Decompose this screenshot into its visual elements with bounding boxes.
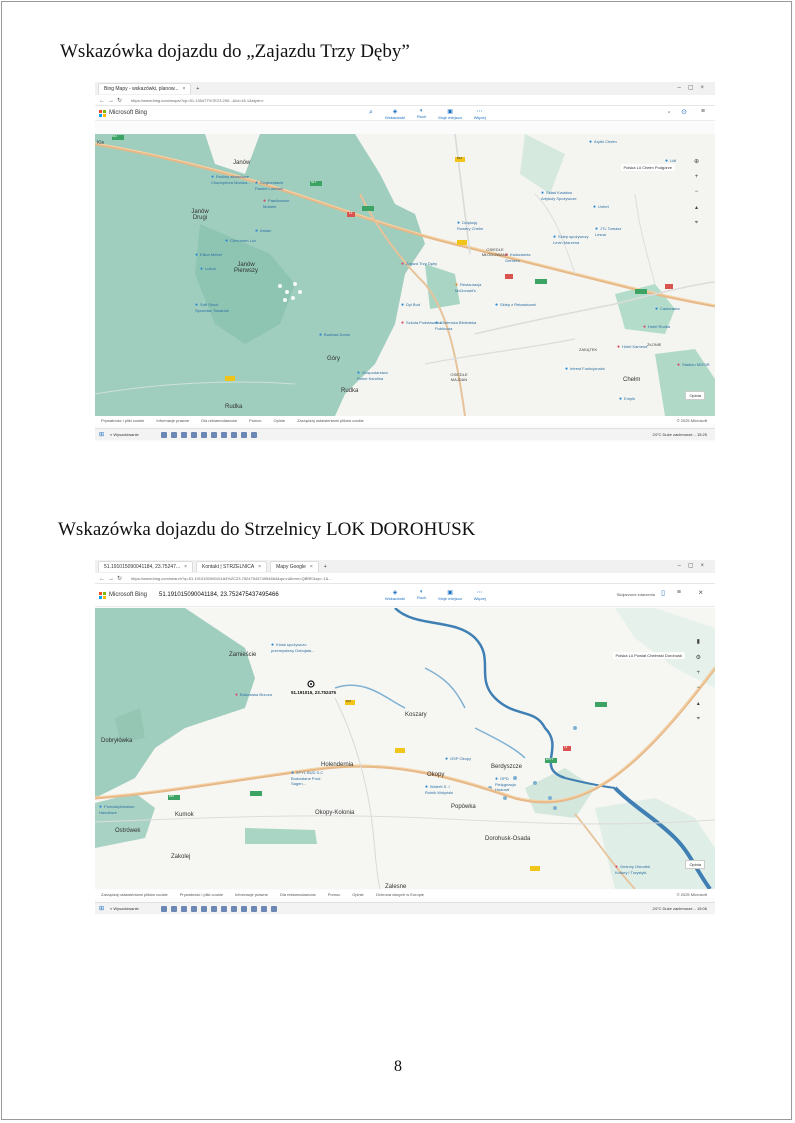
pin-coordinates: 51.191015, 23.752475 xyxy=(291,690,337,695)
phone-icon[interactable]: ▯ xyxy=(661,590,665,597)
map-poi[interactable]: ● Rośliny akwariowe Chadophora Morska... xyxy=(211,174,251,185)
more-icon: ⋯ xyxy=(476,109,483,115)
map-poi[interactable]: ● Lukon xyxy=(200,266,216,272)
map-label: Dobryłówka xyxy=(101,738,133,744)
taskbar-app-icon[interactable] xyxy=(211,906,217,912)
road-number: 816 xyxy=(346,699,352,703)
taskbar-app-icon[interactable] xyxy=(161,432,167,438)
bing-footer xyxy=(95,890,715,898)
map-label: Rudka xyxy=(225,404,243,410)
trash-icon[interactable]: ▮ xyxy=(696,639,700,645)
taskbar-app-icon[interactable] xyxy=(181,432,187,438)
heading-zajazd: Wskazówka dojazdu do „Zajazdu Trzy Dęby” xyxy=(60,41,410,62)
taskbar-apps xyxy=(161,432,257,438)
footer-link[interactable]: Pomoc xyxy=(327,891,341,897)
zoom-out-icon[interactable]: − xyxy=(694,189,699,195)
road-number: 842 xyxy=(457,156,463,160)
share-map-icon[interactable]: ⋆ xyxy=(667,110,671,116)
map-controls xyxy=(694,158,699,227)
footer-link[interactable]: Dla reklamodawców xyxy=(201,417,238,423)
location-breadcrumb[interactable]: Polska Lü Powiat Chełmski Dorohusk xyxy=(613,652,685,659)
new-tab-icon[interactable]: + xyxy=(323,563,327,570)
map-poi[interactable]: ● Hotel Rudka xyxy=(643,324,670,330)
tool-more[interactable]: ⋯ Więcej xyxy=(473,590,486,601)
taskbar-app-icon[interactable] xyxy=(181,906,187,912)
map-label: Janów Pierwszy xyxy=(233,262,258,274)
url-text[interactable]: https://www.bing.com/search?q=51.191015090041184%2C23.7524754374954664&qs=n&form=QBRE&sp=-1&... xyxy=(131,575,332,581)
map-poi[interactable]: ● Dyl Bud xyxy=(401,302,420,308)
search-icon[interactable]: ⌕ xyxy=(369,109,373,116)
system-tray[interactable]: 24°C Duże zachmurze... 15:25 xyxy=(652,432,707,437)
taskbar-search[interactable]: ⌕ Wyszukiwanie xyxy=(110,432,139,437)
map-label: Holendernia xyxy=(321,762,354,768)
map-poi[interactable]: ● Arytki Chełm xyxy=(589,139,617,145)
footer-link[interactable]: Prywatność i pliki cookie xyxy=(179,891,224,897)
search-query-input[interactable]: 51.191015090041184, 23.752475437495466 xyxy=(159,592,279,598)
page-number: 8 xyxy=(394,1058,402,1075)
feedback-button[interactable]: Opinia xyxy=(685,391,705,400)
new-tab-icon[interactable]: + xyxy=(196,85,200,92)
map-label: ZAKĄTEK xyxy=(579,347,598,352)
map-poi[interactable]: ● Kwiaciarnia Gerbera xyxy=(505,252,539,263)
map-label: ŻŁONIE xyxy=(647,342,662,347)
address-bar[interactable] xyxy=(95,573,715,584)
map-canvas-1[interactable] xyxy=(95,134,715,416)
footer-link[interactable]: Opinie xyxy=(273,417,286,423)
map-poi[interactable]: ● Stugbestanie Pastrel Lubelski xyxy=(255,180,295,191)
share-icon: ▣ xyxy=(447,109,453,115)
menu-icon[interactable]: ≡ xyxy=(676,589,681,596)
map-poi[interactable]: ● Gminny Ośrodek Kultury i Turystyki xyxy=(615,864,663,875)
taskbar-app-icon[interactable] xyxy=(191,432,197,438)
saved-items[interactable]: Skojarzone zdarzenia xyxy=(616,592,655,597)
layers-icon[interactable]: ⊕ xyxy=(693,159,699,165)
taskbar-app-icon[interactable] xyxy=(201,432,207,438)
address-bar[interactable] xyxy=(95,95,715,106)
streetside-icon[interactable]: ▴ xyxy=(696,701,700,707)
tool-more[interactable]: ⋯ Więcej xyxy=(473,109,486,120)
map-poi[interactable]: ● Przedsiębiorstwo Handlowe xyxy=(99,804,139,815)
map-poi[interactable]: ● OPD Pielęgnacja Hodowli xyxy=(495,776,529,792)
taskbar-app-icon[interactable] xyxy=(201,906,207,912)
map-poi[interactable]: ● OSP Okopy xyxy=(445,756,471,762)
location-breadcrumb[interactable]: Polska Lü Chełm Podgórze xyxy=(621,164,675,171)
bing-logo[interactable]: Microsoft Bing xyxy=(99,110,147,117)
tool-places[interactable]: ▣ Moje miejsca xyxy=(438,109,462,120)
taskbar-app-icon[interactable] xyxy=(191,906,197,912)
map-label: Berdyszcze xyxy=(491,764,523,770)
map-label: Popówka xyxy=(451,804,476,810)
more-icon: ⋯ xyxy=(476,590,483,596)
map-label: Janów Drugi xyxy=(191,209,209,221)
url-text[interactable]: https://www.bing.com/maps/?cp=51.135477%7E23.290...&lvl=16.1&style=r xyxy=(131,97,264,103)
footer-link[interactable]: Ochrona danych w Europie xyxy=(375,891,425,897)
bing-header xyxy=(95,584,715,607)
map-poi[interactable]: ● Stadion MOSiR xyxy=(677,362,710,368)
map-poi[interactable]: ● Chmurzen Lux xyxy=(225,238,256,244)
map-label: Okopy xyxy=(427,772,445,778)
tool-traffic[interactable]: ◐ Ruch xyxy=(417,108,427,119)
map-graphics-2 xyxy=(95,608,715,889)
share-icon: ▣ xyxy=(447,590,453,596)
map-poi[interactable]: ● Castorama xyxy=(655,306,680,312)
road-number: S17 xyxy=(311,180,317,184)
taskbar-app-icon[interactable] xyxy=(221,906,227,912)
map-poi-zajazd[interactable]: ● Zajazd Trzy Dęby xyxy=(401,261,439,267)
copyright: © 2025 Microsoft xyxy=(676,417,707,423)
taskbar-app-icon[interactable] xyxy=(161,906,167,912)
map-poi[interactable]: ● Soft Stock Sprzedaz Towarów xyxy=(195,302,231,313)
map-label: Dorohusk-Osada xyxy=(485,836,531,842)
close-tab-icon[interactable]: × xyxy=(258,564,262,570)
close-tab-icon[interactable]: × xyxy=(184,564,188,570)
browser-tabbar xyxy=(95,560,715,573)
map-label: OSIEDLE MAJDAN xyxy=(450,372,468,382)
window-controls[interactable]: –▢× xyxy=(677,563,711,569)
road-number: 12 xyxy=(349,211,353,215)
map-label: Janów xyxy=(233,160,251,166)
road-number: 812 xyxy=(112,134,118,138)
windows-taskbar xyxy=(95,428,715,440)
tool-directions[interactable]: ◈ Wskazówki xyxy=(385,590,406,601)
footer-link[interactable]: Opinie xyxy=(352,891,364,897)
map-poi[interactable]: ● Budowa Domu xyxy=(319,332,350,338)
map-label: Rudka xyxy=(341,388,359,394)
map-controls xyxy=(696,638,701,723)
road-number: 12 xyxy=(564,745,568,749)
browser-tab[interactable]: Bing Mapy - wskazówki, planow... × xyxy=(98,83,191,94)
directions-icon: ◈ xyxy=(392,590,398,596)
map-poi[interactable]: ● STYL BUD S.C Budowlane Prod. Sagen... xyxy=(291,770,337,786)
map-label: Okopy-Kolonia xyxy=(315,810,355,816)
taskbar-app-icon[interactable] xyxy=(221,432,227,438)
taskbar-app-icon[interactable] xyxy=(271,906,277,912)
map-poi[interactable]: ● Lidl xyxy=(665,158,676,164)
footer-link[interactable]: Informacje prawne xyxy=(156,417,190,423)
map-label: Chełm xyxy=(623,377,641,383)
map-label: Góry xyxy=(327,356,341,362)
microsoft-logo-icon xyxy=(99,110,106,117)
windows-start-icon[interactable]: ⊞ xyxy=(99,906,105,912)
map-poi[interactable]: ● Gospodarstwo Rolne Karolina xyxy=(357,370,397,381)
settings-icon[interactable]: ⚙ xyxy=(695,655,701,661)
map-poi[interactable]: ● Szkoła Podstawowa xyxy=(401,320,442,326)
map-poi[interactable]: ● Walertt S. I Rolnik Wołyński xyxy=(425,784,461,795)
zoom-out-icon[interactable]: − xyxy=(696,685,701,691)
tool-traffic[interactable]: ◐ Ruch xyxy=(417,589,427,600)
taskbar-app-icon[interactable] xyxy=(261,906,267,912)
directions-icon: ◈ xyxy=(392,109,398,115)
taskbar-search[interactable]: ⌕ Wyszukiwanie xyxy=(110,906,139,911)
map-graphics-1 xyxy=(95,134,715,416)
bing-logo[interactable]: Microsoft Bing xyxy=(99,592,147,599)
map-poi[interactable]: ● Intrest Funkcjonalni xyxy=(565,366,605,372)
map-label: Koszary xyxy=(405,712,427,718)
locate-icon[interactable]: ⌖ xyxy=(694,220,699,226)
windows-start-icon[interactable]: ⊞ xyxy=(99,432,105,438)
map-poi[interactable]: ● Sklep spożywczy Levin Marzena xyxy=(553,234,593,245)
close-tab-icon[interactable]: × xyxy=(309,564,313,570)
menu-icon[interactable]: ≡ xyxy=(700,108,705,115)
tool-places[interactable]: ▣ Moje miejsca xyxy=(438,590,462,601)
feedback-button[interactable]: Opinia xyxy=(685,860,705,869)
browser-tab[interactable]: 51.191015090041184, 23.75247... × xyxy=(98,561,193,572)
taskbar-app-icon[interactable] xyxy=(241,432,247,438)
screenshot-strzelnica-map xyxy=(95,560,715,915)
copilot-icon[interactable]: ⊙ xyxy=(681,109,687,116)
map-poi[interactable]: ● Bukowska Brzoza xyxy=(235,692,272,698)
footer-link[interactable]: Zarządzaj ustawieniami plików cookie xyxy=(101,891,168,897)
taskbar-app-icon[interactable] xyxy=(231,432,237,438)
taskbar-app-icon[interactable] xyxy=(251,906,257,912)
map-label: Zalesne xyxy=(385,884,407,889)
footer-link[interactable]: Pomoc xyxy=(249,417,262,423)
zoom-in-icon[interactable]: + xyxy=(694,174,699,180)
road-number: 816 xyxy=(169,794,175,798)
map-poi[interactable]: ● JTL Tomasz Lesna xyxy=(595,226,631,237)
map-poi[interactable]: ● Pawilonowo Motarie xyxy=(263,198,301,209)
heading-strzelnica: Wskazówka dojazdu do Strzelnicy LOK DOROHUSK xyxy=(58,519,476,540)
map-label: Kumok xyxy=(175,812,194,818)
nav-back-forward-reload-icons[interactable]: ←→↻ xyxy=(99,97,126,104)
browser-tab[interactable]: Mapy Google × xyxy=(270,561,319,572)
taskbar-app-icon[interactable] xyxy=(171,906,177,912)
tool-directions[interactable]: ◈ Wskazówki xyxy=(385,109,406,120)
screenshot-zajazd-map xyxy=(95,82,715,442)
system-tray[interactable]: 24°C Duże zachmurze... 15:06 xyxy=(652,906,707,911)
map-label: Zamieście xyxy=(229,652,257,658)
close-icon[interactable]: × xyxy=(698,588,703,597)
traffic-icon: ◐ xyxy=(419,108,424,114)
close-tab-icon[interactable]: × xyxy=(182,86,186,92)
locate-icon[interactable]: ⌖ xyxy=(696,716,700,722)
nav-back-forward-reload-icons[interactable]: ←→↻ xyxy=(99,575,126,582)
map-poi[interactable]: ● Arslan xyxy=(255,228,271,234)
window-controls[interactable]: –▢× xyxy=(677,85,711,91)
taskbar-app-icon[interactable] xyxy=(231,906,237,912)
taskbar-app-icon[interactable] xyxy=(171,432,177,438)
map-poi[interactable]: ● Unbet xyxy=(593,204,609,210)
bing-header xyxy=(95,106,715,121)
footer-link[interactable]: Zarządzaj ustawieniami plików cookie xyxy=(297,417,364,423)
map-label: Kle xyxy=(97,140,105,146)
taskbar-app-icon[interactable] xyxy=(211,432,217,438)
footer-link[interactable]: Prywatność i pliki cookie xyxy=(101,417,145,423)
browser-tabbar xyxy=(95,82,715,95)
footer-link[interactable]: Informacje prawne xyxy=(235,891,268,897)
map-poi[interactable]: ● Ellion Mebel xyxy=(195,252,222,258)
browser-tab[interactable]: Kontakt | STRZELNICA × xyxy=(196,561,267,572)
bing-tools xyxy=(385,589,486,601)
map-poi[interactable]: ● Sklep z Rekawicami xyxy=(495,302,536,308)
footer-link[interactable]: Dla reklamodawców xyxy=(279,891,316,897)
microsoft-logo-icon xyxy=(99,592,106,599)
copyright: © 2025 Microsoft xyxy=(676,891,707,897)
map-label: OSIEDLE MŁODOWANE xyxy=(481,247,509,257)
taskbar-apps xyxy=(161,906,277,912)
map-poi[interactable]: ● Empik xyxy=(619,396,635,402)
map-poi[interactable]: ● Hotel Kamena xyxy=(617,344,647,350)
map-canvas-2[interactable] xyxy=(95,608,715,889)
streetside-icon[interactable]: ▴ xyxy=(694,205,698,211)
map-poi[interactable]: ● Restauracja McDonald's xyxy=(455,282,495,293)
map-poi[interactable]: ● Skład Kwiatów Artykuły Spożywcze xyxy=(541,190,581,201)
windows-taskbar xyxy=(95,902,715,914)
map-poi[interactable]: ● Kiosk spożywczo przemysłowy Dobujała... xyxy=(271,642,317,653)
map-label: Ostrówek xyxy=(115,828,141,834)
zoom-in-icon[interactable]: + xyxy=(696,670,701,676)
traffic-icon: ◐ xyxy=(419,589,424,595)
map-label: Zakolej xyxy=(171,854,191,860)
map-poi[interactable]: ● Dziękuję Rowery Chełm xyxy=(457,220,491,231)
bing-footer xyxy=(95,416,715,424)
bing-tools xyxy=(385,108,486,120)
taskbar-app-icon[interactable] xyxy=(251,432,257,438)
taskbar-app-icon[interactable] xyxy=(241,906,247,912)
road-number: E373 xyxy=(546,757,554,761)
map-poi[interactable]: ● Chełmska Biblioteka Publiczna xyxy=(435,320,479,331)
